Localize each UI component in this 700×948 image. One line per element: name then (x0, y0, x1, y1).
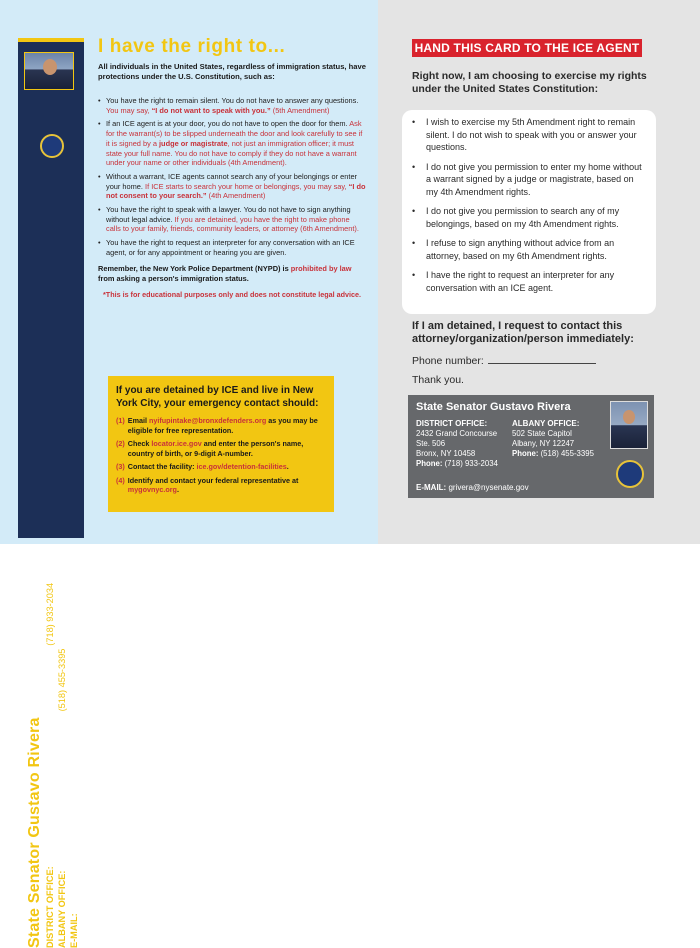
emergency-contact-box (108, 376, 334, 512)
statements-list (410, 116, 646, 294)
detention-facilities-link[interactable]: ice.gov/detention-facilities (196, 462, 287, 471)
senator-strip (18, 38, 84, 948)
statement-item: • I refuse to sign anything without advice from an attorney, based on my 6th Amendment rights. (410, 237, 646, 262)
strip-email: E-MAIL: grivera@nysenate.gov (69, 818, 79, 948)
albany-office: ALBANY OFFICE: 502 State Capitol Albany, NY 12247 Phone: (518) 455-3395 (512, 419, 594, 458)
phone-blank-line[interactable] (488, 354, 596, 364)
mygovnyc-link[interactable]: mygovnyc.org (127, 485, 177, 494)
hand-card-banner: HAND THIS CARD TO THE ICE AGENT (412, 39, 642, 57)
emergency-step: (4) Identify and contact your federal representative at mygovnyc.org. (116, 475, 299, 494)
strip-senator-name: State Senator Gustavo Rivera (26, 717, 43, 948)
senator-strip-text (26, 478, 78, 948)
statement-item: • I do not give you permission to search any of my belongings, based on my 4th Amendment rights. (410, 205, 646, 230)
phone-number-field[interactable]: Phone number: (412, 354, 596, 367)
nypd-note: Remember, the New York Police Department (NYPD) is prohibited by law from asking a person's immigration status. (98, 263, 352, 283)
thank-you-text: Thank you. (412, 374, 464, 386)
right-item: • You have the right to request an interpreter for any conversation with an ICE agent, or for any appointment or hearing you are given. (98, 238, 366, 257)
legal-disclaimer: *This is for educational purposes only and does not constitute legal advice. (103, 289, 361, 299)
strip-albany-office: ALBANY OFFICE: 502 State Capitol, Albany, NY 12247 • (518) 455-3395 (57, 648, 67, 948)
right-item: • You have the right to remain silent. You do not have to answer any questions. You may say, “I do not want to speak with you.” (5th Amendment) (98, 96, 366, 115)
district-office: DISTRICT OFFICE: 2432 Grand Concourse Ste. 506 Bronx, NY 10458 Phone: (718) 933-2034 (416, 419, 498, 468)
rights-section (98, 36, 366, 299)
bronx-defenders-email-link[interactable]: nyifupintake@bronxdefenders.org (148, 416, 267, 425)
contact-email[interactable]: E-MAIL: grivera@nysenate.gov (416, 483, 529, 492)
senator-portrait (610, 401, 648, 449)
senator-photo (24, 52, 74, 90)
right-item: • You have the right to speak with a lawyer. You do not have to sign anything without legal advice. If you are detained, you have the right to make phone calls to your family, friends, community leaders, or attorney (6th Amendment). (98, 205, 366, 234)
detained-request: If I am detained, I request to contact this attorney/organization/person immediately: (412, 320, 634, 345)
senator-contact-box (408, 395, 654, 498)
ny-senate-seal-icon (40, 134, 64, 158)
right-item: • Without a warrant, ICE agents cannot search any of your belongings or enter your home. If ICE starts to search your home or belongings, you may say, “I do not consent to your search.” (4th Amendment) (98, 172, 366, 201)
statement-item: • I have the right to request an interpreter for any conversation with an ICE agent. (410, 269, 646, 294)
emergency-heading: If you are detained by ICE and live in New York City, your emergency contact should: (116, 385, 319, 409)
statement-item: • I wish to exercise my 5th Amendment right to remain silent. I do not wish to speak with you or answer your questions. (410, 116, 646, 154)
senate-seal-icon (616, 460, 644, 488)
emergency-step: (3) Contact the facility: ice.gov/detention-facilities. (116, 462, 289, 471)
emergency-step: (1) Email nyifupintake@bronxdefenders.org as you may be eligible for free representation. (116, 416, 318, 435)
ice-locator-link[interactable]: locator.ice.gov (151, 439, 202, 448)
strip-district-office: DISTRICT OFFICE: 2432 Grand Concourse, Ste. 506, Bronx, NY 10458 • (718) 933-2034 (45, 582, 55, 948)
emergency-steps (116, 416, 326, 495)
rights-intro: All individuals in the United States, regardless of immigration status, have protections under the U.S. Constitution, such as: (98, 62, 366, 81)
contact-senator-name: State Senator Gustavo Rivera (416, 401, 571, 413)
exercise-rights-intro: Right now, I am choosing to exercise my rights under the United States Constitution: (412, 70, 647, 95)
rights-list (98, 96, 366, 258)
right-item: • If an ICE agent is at your door, you do not have to open the door for them. Ask for the warrant(s) to be slipped underneath the door and look carefully to see if it is signed by a judge or magistrate, not just an immigration officer; it must state your full name. You do not have to comply if they do not have a warrant under your name or other individuals (4th Amendment). (98, 119, 366, 168)
statements-box (402, 110, 656, 314)
statement-item: • I do not give you permission to enter my home without a warrant signed by a judge or magistrate, based on my 4th Amendment rights. (410, 161, 646, 199)
rights-title: I have the right to... (98, 36, 286, 57)
emergency-step: (2) Check locator.ice.gov and enter the person's name, country of birth, or 9-digit A-number. (116, 439, 304, 458)
